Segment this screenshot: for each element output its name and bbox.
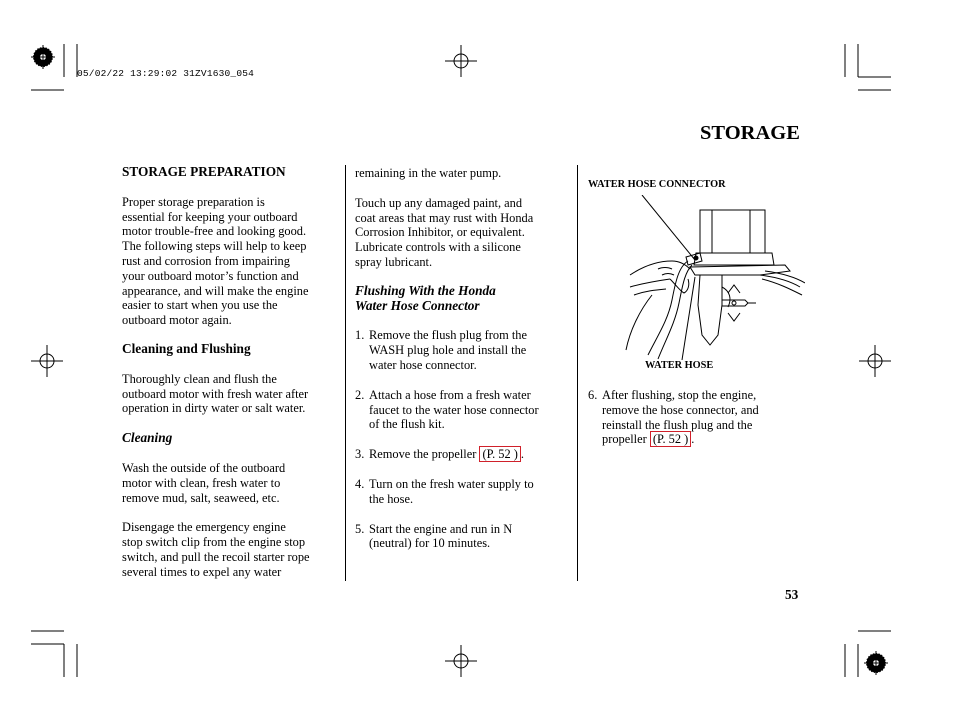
text-line: remove mud, salt, seaweed, etc. <box>122 490 280 505</box>
text-line: reinstall the flush plug and the <box>602 417 753 432</box>
text-line: water hose connector. <box>369 357 477 372</box>
text-line: outboard motor again. <box>122 313 232 328</box>
step-number: 4. <box>355 476 365 491</box>
flush-paragraph <box>122 372 342 416</box>
step-text <box>369 328 570 372</box>
print-timestamp: 05/02/22 13:29:02 31ZV1630_054 <box>77 68 255 79</box>
subheading-cleaning-flushing: Cleaning and Flushing <box>122 340 251 356</box>
text-line: motor with clean, fresh water to <box>122 475 281 490</box>
text-line: remove the hose connector, and <box>602 402 759 417</box>
page-reference-link[interactable]: (P. 52 ) <box>479 446 520 462</box>
text-line: Remove the propeller <box>369 447 477 462</box>
text-line: (neutral) for 10 minutes. <box>369 536 491 551</box>
touchup-paragraph <box>355 196 570 270</box>
flush-kit-illustration <box>600 195 805 360</box>
list-item <box>355 477 570 507</box>
step-text <box>602 388 798 447</box>
step-text <box>369 447 570 462</box>
list-item <box>355 388 570 432</box>
text-line: faucet to the water hose connector <box>369 402 539 417</box>
flushing-steps-continued <box>588 388 798 447</box>
wash-paragraph <box>122 461 342 505</box>
step-text <box>369 477 570 507</box>
subheading-cleaning: Cleaning <box>122 430 173 446</box>
label-water-hose: WATER HOSE <box>645 360 714 371</box>
text-line: operation in dirty water or salt water. <box>122 401 306 416</box>
intro-paragraph <box>122 195 342 328</box>
text-line: outboard motor with fresh water after <box>122 386 309 401</box>
column-divider-right <box>577 165 578 581</box>
text-line: Disengage the emergency engine <box>122 520 286 535</box>
disengage-paragraph <box>122 520 342 579</box>
text-line: stop switch clip from the engine stop <box>122 535 306 550</box>
step-number: 2. <box>355 387 365 402</box>
text-line: motor trouble-free and looking good. <box>122 224 307 239</box>
text-line: the hose. <box>369 491 414 506</box>
text-line: Attach a hose from a fresh water <box>369 387 531 402</box>
text-line: switch, and pull the recoil starter rope <box>122 549 310 564</box>
section-heading: STORAGE PREPARATION <box>122 164 286 179</box>
text-line: After flushing, stop the engine, <box>602 388 757 402</box>
subheading-flushing <box>355 284 570 314</box>
step-number: 5. <box>355 521 365 536</box>
list-item <box>355 447 570 462</box>
text-line: of the flush kit. <box>369 417 445 432</box>
text-line: Turn on the fresh water supply to <box>369 476 534 491</box>
text-line: Wash the outside of the outboard <box>122 460 286 475</box>
column-divider-left <box>345 165 346 581</box>
punctuation: . <box>691 432 695 447</box>
step-text <box>369 388 570 432</box>
text-line: several times to expel any water <box>122 564 282 579</box>
text-line: Start the engine and run in N <box>369 521 513 536</box>
text-line: easier to start when you use the <box>122 298 278 313</box>
step-number: 6. <box>588 388 598 402</box>
flushing-steps <box>355 328 570 551</box>
page-reference-link[interactable]: (P. 52 ) <box>650 431 691 447</box>
text-line: essential for keeping your outboard <box>122 209 298 224</box>
step-number: 3. <box>355 447 365 462</box>
column-3-text <box>588 388 798 447</box>
label-water-hose-connector: WATER HOSE CONNECTOR <box>588 179 726 190</box>
column-1 <box>122 165 342 580</box>
heading-line: Water Hose Connector <box>355 297 480 313</box>
text-line: Thoroughly clean and flush the <box>122 371 277 386</box>
list-item <box>355 328 570 372</box>
text-line: The following steps will help to keep <box>122 239 307 254</box>
text-line: WASH plug hole and install the <box>369 343 527 358</box>
step-number: 1. <box>355 328 365 343</box>
page-number: 53 <box>785 587 799 602</box>
text-line: propeller <box>602 432 647 447</box>
text-line: coat areas that may rust with Honda <box>355 210 534 225</box>
text-line: rust and corrosion from impairing <box>122 253 290 268</box>
punctuation: . <box>520 447 525 462</box>
list-item <box>588 388 798 447</box>
text-line: your outboard motor’s function and <box>122 268 299 283</box>
step-text <box>369 522 570 552</box>
text-line: Touch up any damaged paint, and <box>355 195 523 210</box>
page-title: STORAGE <box>700 122 800 144</box>
text-line: Remove the flush plug from the <box>369 328 527 343</box>
text-line: spray lubricant. <box>355 254 433 269</box>
list-item <box>355 522 570 552</box>
text-line: Lubricate controls with a silicone <box>355 240 521 255</box>
text-line: appearance, and will make the engine <box>122 283 309 298</box>
text-line: Proper storage preparation is <box>122 194 265 209</box>
continuation-line: remaining in the water pump. <box>355 166 502 180</box>
text-line: Corrosion Inhibitor, or equivalent. <box>355 225 525 240</box>
heading-line: Flushing With the Honda <box>355 282 496 298</box>
column-2 <box>355 166 570 551</box>
